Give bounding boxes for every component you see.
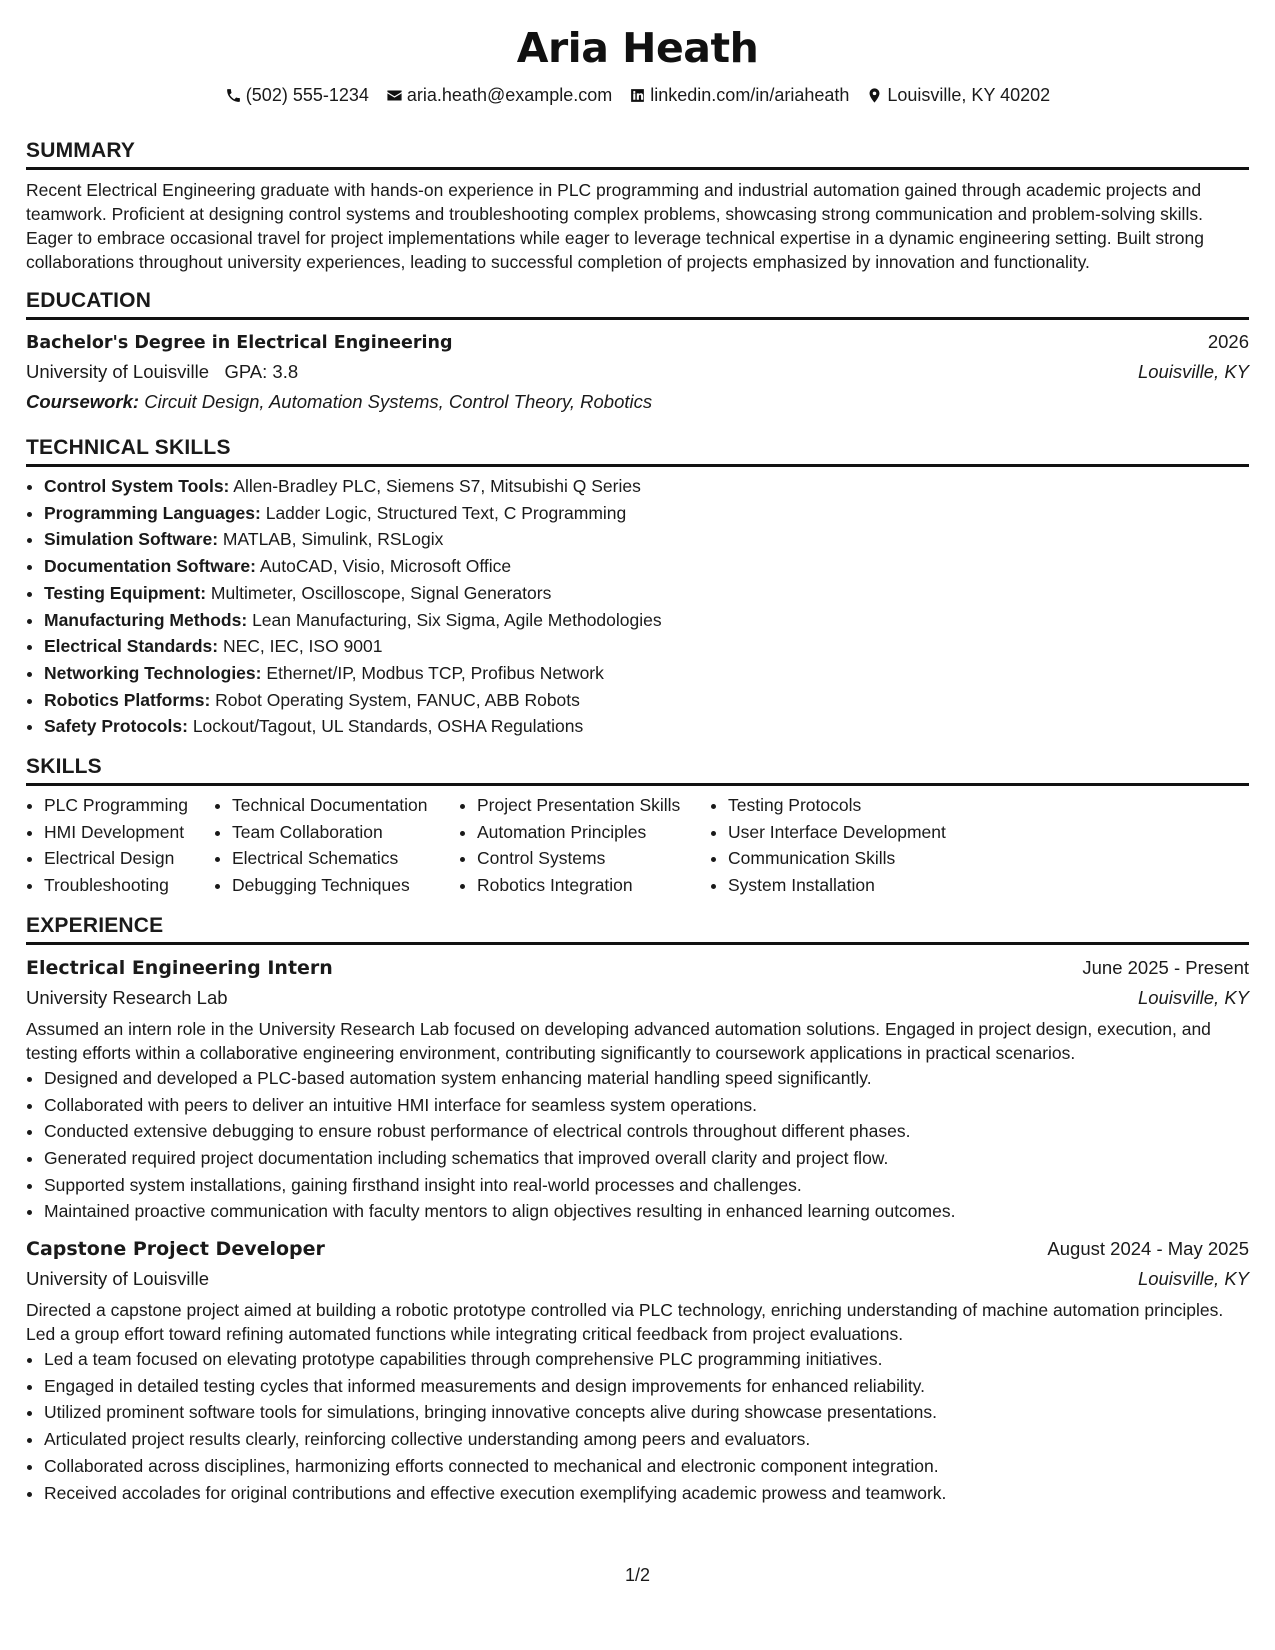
skill-category: Robotics Platforms: [44,689,211,710]
job-header-row [26,953,1249,983]
skill-category: Documentation Software: [44,556,256,577]
school-name: University of Louisville [26,361,210,382]
list-item [44,687,1249,714]
list-item: • Conducted extensive debugging to ensure robust performance of electrical controls throughout different phases. [44,1118,1249,1145]
skills-section [26,754,1249,899]
linkedin-text[interactable]: linkedin.com/in/ariaheath [650,84,850,105]
list-item: • Led a team focused on elevating prototype capabilities through comprehensive PLC programming initiatives. [44,1346,1249,1373]
list-item [44,580,1249,607]
list-item: • HMI Development [44,819,214,846]
list-item: • Debugging Techniques [232,872,459,899]
list-item: • Collaborated across disciplines, harmonizing efforts connected to mechanical and electronic component integration. [44,1453,1249,1480]
list-item [44,607,1249,634]
gpa: GPA: 3.8 [224,361,299,382]
technical-skills-section [26,435,1249,740]
list-item: • Received accolades for original contributions and effective execution exemplifying academic prowess and teamwork. [44,1480,1249,1507]
list-item: • Electrical Schematics [232,845,459,872]
technical-skills-list [26,473,1249,740]
job-entry [26,953,1249,1225]
contact-location [866,85,1050,106]
list-item [44,553,1249,580]
skill-category: Programming Languages: [44,502,261,523]
skill-category: Simulation Software: [44,529,219,550]
skill-category: Safety Protocols: [44,716,188,737]
school-info [26,357,298,387]
skills-column-3 [459,792,710,899]
list-item: • PLC Programming [44,792,214,819]
skill-values: Allen-Bradley PLC, Siemens S7, Mitsubishi Q Series [233,476,641,496]
skill-values: Lockout/Tagout, UL Standards, OSHA Regulations [192,716,584,737]
location-text: Louisville, KY 40202 [887,84,1051,105]
job-description: Directed a capstone project aimed at building a robotic prototype controlled via PLC technology, enriching understanding of machine automation principles. Led a group effort toward refining automated functions while integrating critical feedback from project evaluations. [26,1300,1224,1345]
skill-category: Electrical Standards: [44,636,219,657]
summary-section [26,138,1249,274]
skill-category: Testing Equipment: [44,582,207,603]
skills-column-1 [26,792,214,899]
skills-column-2 [214,792,459,899]
list-item [44,473,1249,500]
education-section [26,288,1249,417]
contact-linkedin[interactable] [629,85,849,106]
skill-values: Multimeter, Oscilloscope, Signal Generators [210,582,552,603]
skills-column-4 [710,792,988,899]
list-item: • Supported system installations, gaining firsthand insight into real-world processes and challenges. [44,1172,1249,1199]
summary-text: Recent Electrical Engineering graduate with hands-on experience in PLC programming and industrial automation gained through academic projects and teamwork. Proficient at designing control systems and troubleshooting complex problems, showcasing strong communication and problem-solving skills. Eager to embrace occasional travel for project implementations while eager to leverage technical expertise in a dynamic engineering setting. Built strong collaborations throughout university experiences, leading to successful completion of projects emphasized by innovation and functionality. [26,180,1204,272]
contact-phone [225,85,369,106]
contact-email[interactable] [386,85,612,106]
list-item [44,526,1249,553]
list-item: • Designed and developed a PLC-based automation system enhancing material handling speed significantly. [44,1065,1249,1092]
resume-page [26,0,1249,1506]
job-header-row [26,1234,1249,1264]
list-item: • Collaborated with peers to deliver an intuitive HMI interface for seamless system operations. [44,1092,1249,1119]
list-item: • Communication Skills [728,845,988,872]
list-item [44,633,1249,660]
skill-values: AutoCAD, Visio, Microsoft Office [259,556,512,577]
list-item: • Project Presentation Skills [477,792,710,819]
experience-section [26,913,1249,1506]
list-item: • Maintained proactive communication with faculty mentors to align objectives resulting in enhanced learning outcomes. [44,1198,1249,1225]
skill-values: Ethernet/IP, Modbus TCP, Profibus Network [266,662,604,683]
list-item: • Automation Principles [477,819,710,846]
skill-values: NEC, IEC, ISO 9001 [222,636,383,657]
list-item: • Engaged in detailed testing cycles that informed measurements and design improvements for enhanced reliability. [44,1373,1249,1400]
list-item: • Control Systems [477,845,710,872]
skills-heading: SKILLS [26,754,1249,786]
coursework-list: Circuit Design, Automation Systems, Control Theory, Robotics [144,391,653,412]
map-pin-icon [866,87,883,104]
phone-icon [225,87,242,104]
job-title: Electrical Engineering Intern [26,956,333,979]
job-bullets [26,1065,1249,1225]
skill-values: Ladder Logic, Structured Text, C Programming [265,502,627,523]
list-item: • Utilized prominent software tools for simulations, bringing innovative concepts alive during showcase presentations. [44,1399,1249,1426]
list-item: • Team Collaboration [232,819,459,846]
summary-heading: SUMMARY [26,138,1249,170]
job-description: Assumed an intern role in the University Research Lab focused on developing advanced automation solutions. Engaged in project design, execution, and testing efforts within a collaborative engineering environment, contributing significantly to coursework applications in practical scenarios. [26,1018,1211,1063]
skill-values: Robot Operating System, FANUC, ABB Robots [215,689,580,710]
job-org-row [26,1264,1249,1294]
list-item [44,713,1249,740]
degree-title: Bachelor's Degree in Electrical Engineering [26,333,453,353]
list-item: • Generated required project documentation including schematics that improved overall clarity and project flow. [44,1145,1249,1172]
list-item [44,660,1249,687]
job-location: Louisville, KY [1137,986,1249,1008]
candidate-name: Aria Heath [516,24,759,72]
job-location: Louisville, KY [1137,1268,1249,1290]
list-item: • Robotics Integration [477,872,710,899]
job-bullets [26,1346,1249,1506]
skill-category: Manufacturing Methods: [44,609,248,630]
list-item: • Electrical Design [44,845,214,872]
email-text[interactable]: aria.heath@example.com [406,84,613,105]
page-number: 1/2 [624,1565,651,1585]
education-header-row [26,328,1249,357]
graduation-year: 2026 [1207,331,1249,352]
technical-skills-heading: TECHNICAL SKILLS [26,435,1249,467]
skill-category: Networking Technologies: [44,662,262,683]
list-item: • Articulated project results clearly, reinforcing collective understanding among peers and evaluators. [44,1426,1249,1453]
job-organization: University of Louisville [26,1268,210,1290]
list-item: • Testing Protocols [728,792,988,819]
list-item: • Technical Documentation [232,792,459,819]
job-entry [26,1234,1249,1506]
skills-grid [26,792,1249,899]
list-item: • Troubleshooting [44,872,214,899]
education-heading: EDUCATION [26,288,1249,320]
skill-category: Control System Tools: [44,476,230,496]
job-org-row [26,983,1249,1013]
coursework-line [26,387,1249,417]
linkedin-icon [629,87,646,104]
envelope-icon [386,87,403,104]
phone-text: (502) 555-1234 [245,84,369,105]
list-item: • User Interface Development [728,819,988,846]
skill-values: Lean Manufacturing, Six Sigma, Agile Methodologies [252,609,662,630]
job-title: Capstone Project Developer [26,1238,325,1261]
experience-heading: EXPERIENCE [26,913,1249,945]
education-school-row [26,357,1249,387]
school-location: Louisville, KY [1137,361,1249,382]
job-organization: University Research Lab [26,986,228,1008]
job-dates: June 2025 - Present [1082,956,1249,978]
coursework-label: Coursework: [26,391,140,412]
job-dates: August 2024 - May 2025 [1047,1238,1249,1260]
skill-values: MATLAB, Simulink, RSLogix [222,529,444,550]
list-item: • System Installation [728,872,988,899]
contact-bar [26,82,1249,108]
list-item [44,500,1249,527]
